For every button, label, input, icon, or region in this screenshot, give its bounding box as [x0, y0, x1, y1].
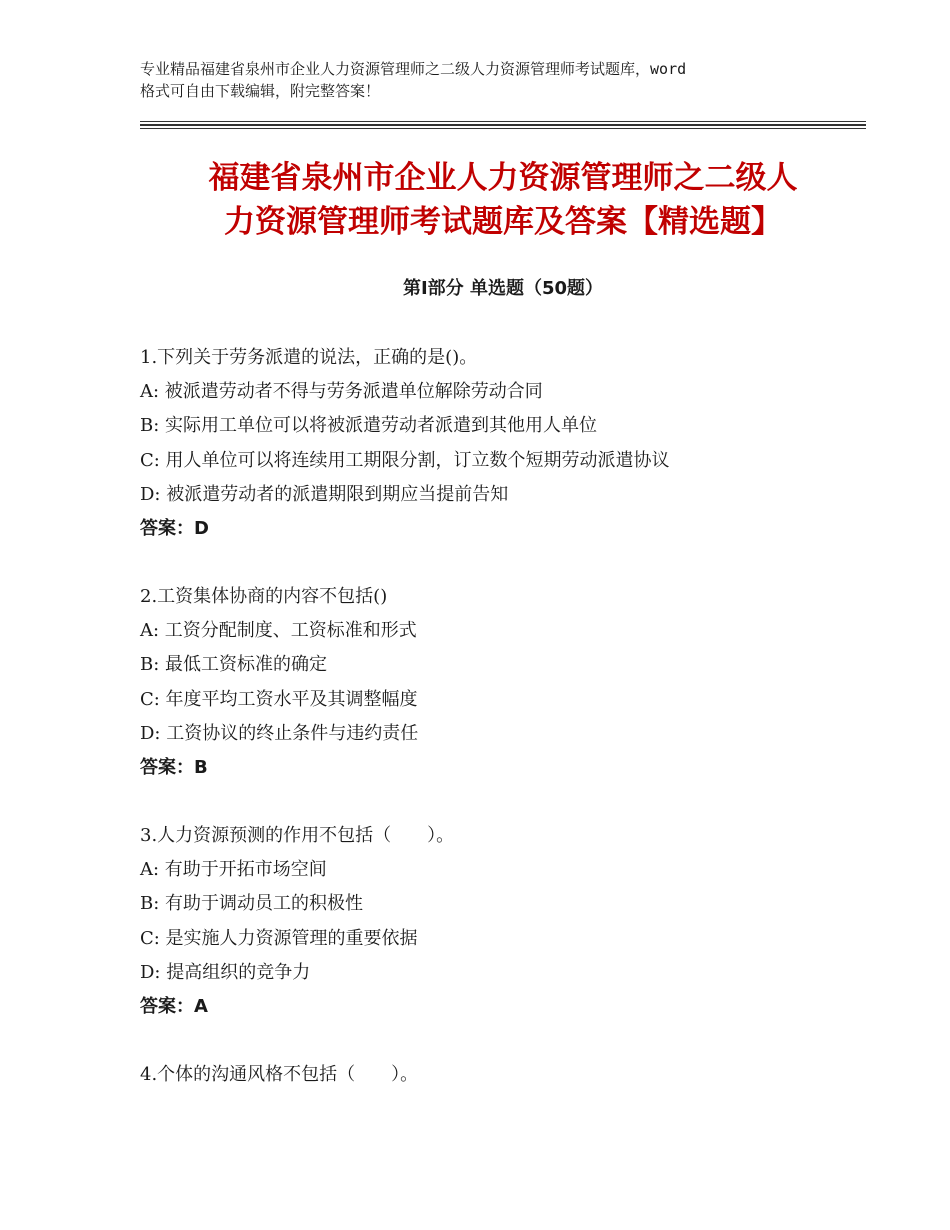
header-note-line-1: 专业精品福建省泉州市企业人力资源管理师之二级人力资源管理师考试题库，word: [140, 60, 687, 78]
question-2: [140, 580, 860, 785]
header-divider-thick: [140, 124, 866, 126]
question-4: [140, 1058, 860, 1092]
question-stem: 3.人力资源预测的作用不包括（ ）。: [140, 825, 455, 846]
document-title-line-2: 力资源管理师考试题库及答案【精选题】: [224, 204, 782, 240]
option-b: B: 有助于调动员工的积极性: [140, 893, 364, 915]
header-divider-thin-bottom: [140, 128, 866, 129]
option-c: C: 年度平均工资水平及其调整幅度: [140, 688, 418, 710]
header-note: [140, 58, 840, 102]
option-a: A: 有助于开拓市场空间: [140, 859, 327, 881]
answer: 答案：D: [140, 517, 209, 539]
document-title-line-1: 福建省泉州市企业人力资源管理师之二级人: [208, 160, 798, 196]
header-note-line-2: 格式可自由下载编辑，附完整答案！: [140, 82, 381, 100]
option-d: D: 被派遣劳动者的派遣期限到期应当提前告知: [140, 483, 509, 505]
document-title: [140, 156, 866, 244]
option-b: B: 最低工资标准的确定: [140, 654, 328, 676]
question-stem: 2.工资集体协商的内容不包括(): [140, 586, 388, 607]
option-b: B: 实际用工单位可以将被派遣劳动者派遣到其他用人单位: [140, 415, 598, 437]
option-c: C: 是实施人力资源管理的重要依据: [140, 927, 418, 949]
header-divider-thin-top: [140, 121, 866, 122]
question-1: [140, 341, 860, 546]
answer: 答案：A: [140, 995, 208, 1017]
option-a: A: 被派遣劳动者不得与劳务派遣单位解除劳动合同: [140, 381, 543, 403]
option-d: D: 工资协议的终止条件与违约责任: [140, 722, 419, 744]
question-stem: 1.下列关于劳务派遣的说法，正确的是()。: [140, 347, 478, 368]
question-stem: 4.个体的沟通风格不包括（ ）。: [140, 1064, 419, 1085]
option-c: C: 用人单位可以将连续用工期限分割，订立数个短期劳动派遣协议: [140, 449, 670, 471]
option-d: D: 提高组织的竞争力: [140, 961, 311, 983]
question-3: [140, 819, 860, 1024]
answer: 答案：B: [140, 756, 208, 778]
section-title: 第Ⅰ部分 单选题（50题）: [402, 278, 603, 299]
option-a: A: 工资分配制度、工资标准和形式: [140, 620, 417, 642]
